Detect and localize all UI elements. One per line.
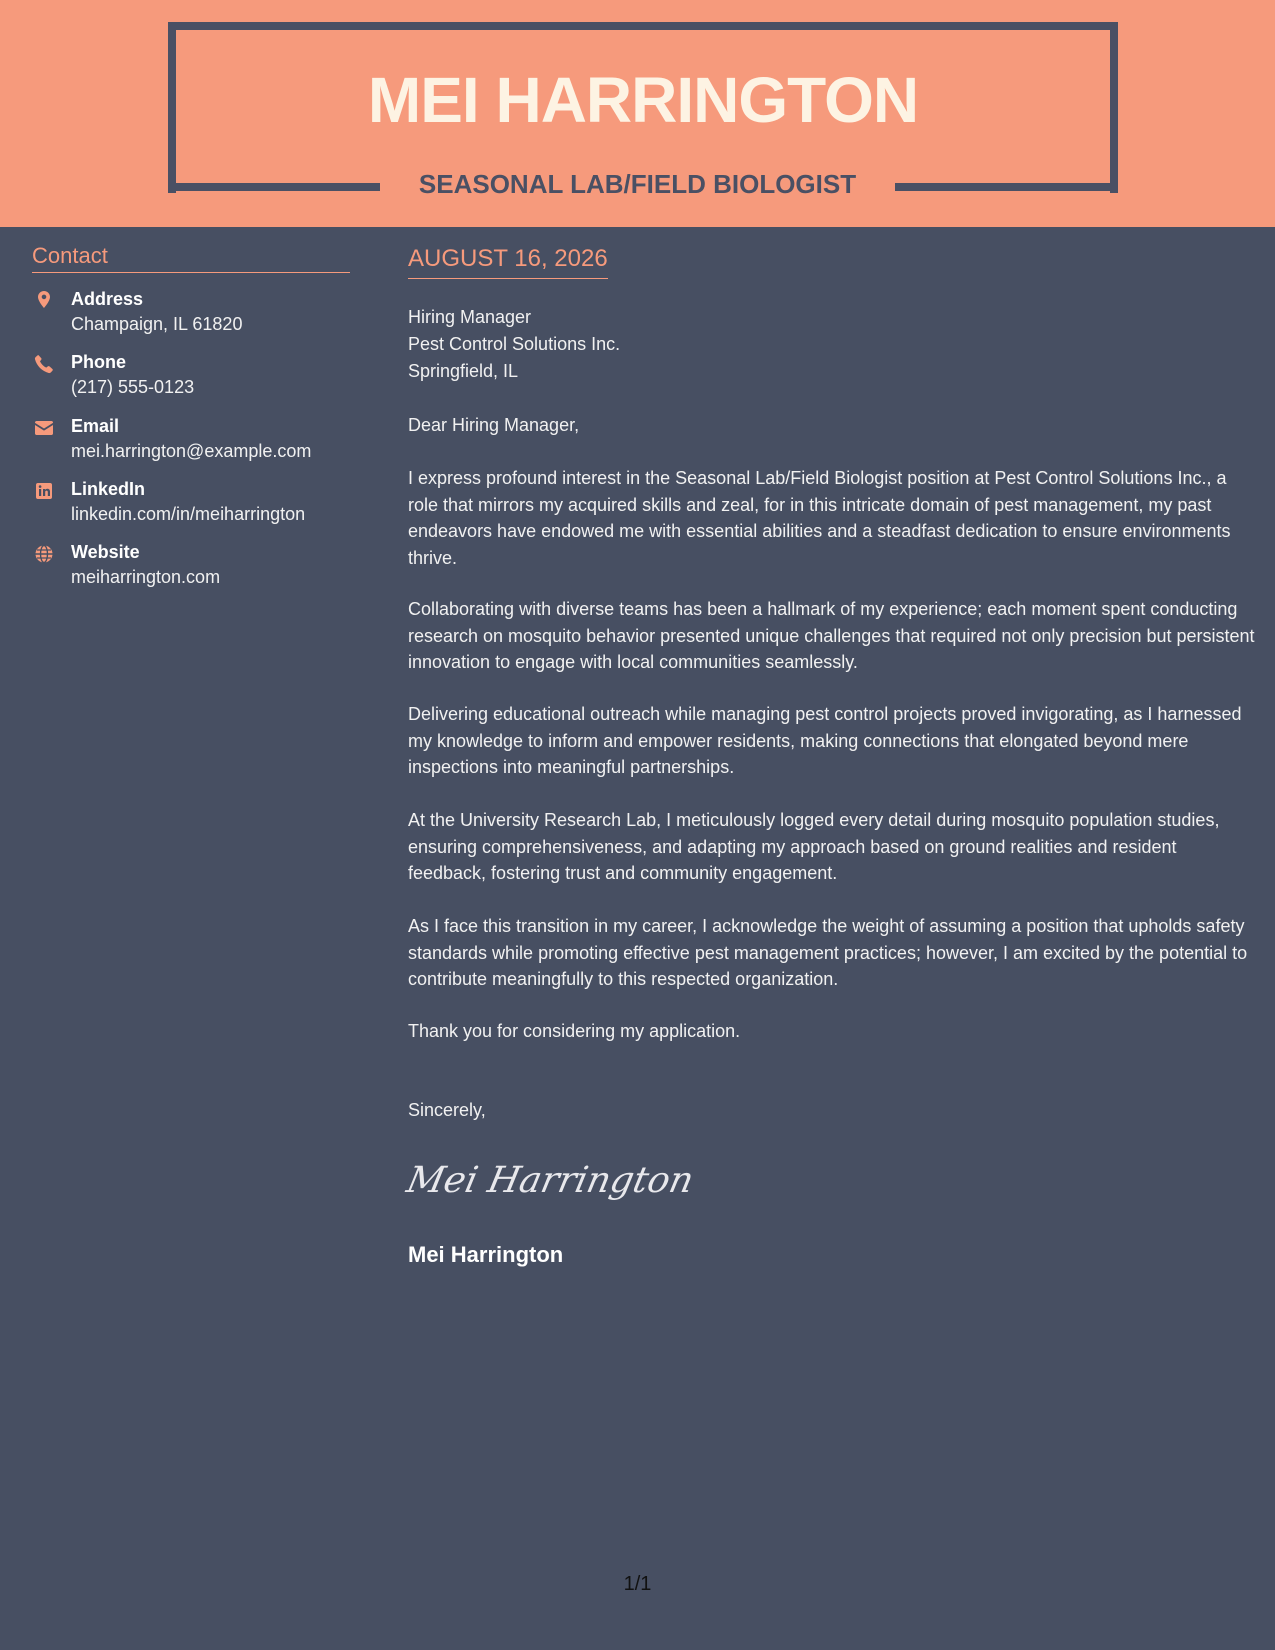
- linkedin-icon: [32, 479, 56, 503]
- recipient-line: Hiring Manager: [408, 307, 532, 327]
- signature-text: Mei Harrington: [403, 1158, 698, 1201]
- recipient-line: Springfield, IL: [408, 361, 519, 381]
- thanks-line: Thank you for considering my application.: [408, 1021, 741, 1041]
- contact-label: Email: [71, 416, 120, 436]
- website-value[interactable]: meiharrington.com: [71, 567, 221, 587]
- linkedin-value[interactable]: linkedin.com/in/meiharrington: [71, 504, 306, 524]
- letter-date: AUGUST 16, 2026: [408, 244, 608, 279]
- email-value: mei.harrington@example.com: [71, 441, 312, 461]
- signer-name: Mei Harrington: [408, 1242, 564, 1267]
- contact-item-email: [32, 414, 362, 468]
- applicant-name: MEI HARRINGTON: [367, 64, 919, 136]
- contact-label: LinkedIn: [71, 479, 146, 499]
- body-paragraph: At the University Research Lab, I meticulously logged every detail during mosquito population studies, ensuring comprehensiveness, and adapting my approach based on ground realities and resident feedback, fostering trust and community engagement.: [408, 810, 1220, 883]
- globe-icon: [32, 542, 56, 566]
- header-frame-bottom-left: [168, 183, 380, 191]
- map-pin-icon: [32, 289, 56, 313]
- header-banner: [0, 0, 1275, 227]
- closing: Sincerely,: [408, 1100, 486, 1120]
- phone-icon: [32, 352, 56, 376]
- contact-label: Address: [71, 289, 144, 309]
- contact-label: Website: [71, 542, 140, 562]
- body-paragraph: Collaborating with diverse teams has been a hallmark of my experience; each moment spent conducting research on mosquito behavior presented unique challenges that required not only precision but persistent innovation to engage with local communities seamlessly.: [408, 599, 1255, 672]
- contact-item-website: [32, 540, 362, 594]
- recipient-block: [408, 304, 620, 385]
- phone-value: (217) 555-0123: [71, 377, 195, 397]
- body-paragraph: Delivering educational outreach while managing pest control projects proved invigorating, as I harnessed my knowledge to inform and empower residents, making connections that elongated beyond mere inspections into meaningful partnerships.: [408, 704, 1242, 777]
- page-number: 1/1: [623, 1573, 652, 1595]
- envelope-icon: [32, 416, 56, 440]
- header-frame-bottom-right: [895, 183, 1110, 191]
- address-value: Champaign, IL 61820: [71, 314, 243, 334]
- body-paragraph: As I face this transition in my career, I acknowledge the weight of assuming a position that upholds safety standards while promoting effective pest management practices; however, I am excited by the potential to contribute meaningfully to this respected organization.: [408, 916, 1248, 989]
- contact-item-phone: [32, 350, 362, 404]
- contact-item-linkedin: [32, 477, 362, 531]
- contact-item-address: [32, 287, 362, 341]
- handwritten-signature: [403, 1150, 698, 1210]
- salutation: Dear Hiring Manager,: [408, 415, 580, 435]
- job-title: SEASONAL LAB/FIELD BIOLOGIST: [418, 169, 857, 199]
- contact-label: Phone: [71, 352, 127, 372]
- contact-heading: Contact: [32, 242, 350, 273]
- body-paragraph: I express profound interest in the Seasonal Lab/Field Biologist position at Pest Control Solutions Inc., a role that mirrors my acquired skills and zeal, for in this intricate domain of pest management, my past endeavors have endowed me with essential abilities and a steadfast dedication to ensure environments thrive.: [408, 468, 1231, 568]
- recipient-line: Pest Control Solutions Inc.: [408, 334, 621, 354]
